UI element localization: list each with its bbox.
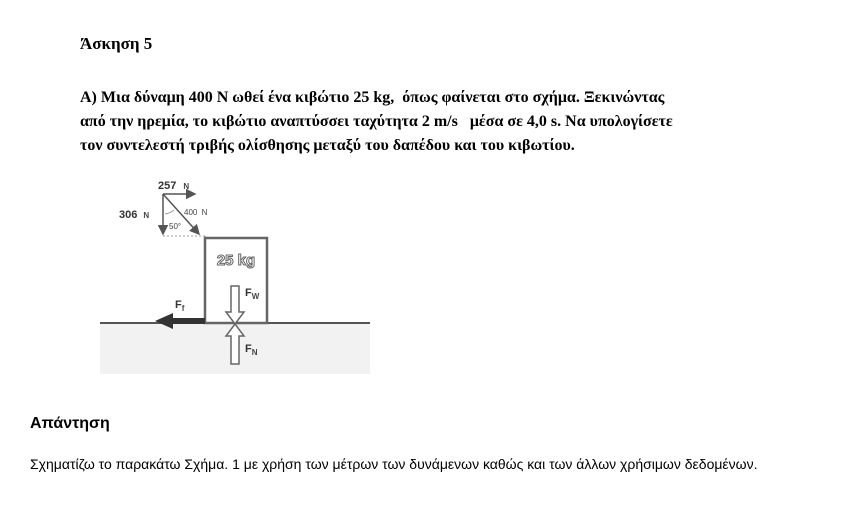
angle-arc (165, 210, 174, 214)
weight-force-label: $F_W$ (245, 287, 260, 301)
problem-line: Α) Μια δύναμη 400 Ν ωθεί ένα κιβώτιο 25 kg, όπως φαίνεται στο σχήμα. Ξεκινώντας (80, 89, 665, 106)
exercise-title: Άσκηση 5 (80, 34, 153, 53)
problem-statement (80, 86, 820, 158)
applied-force-label: 400 N (184, 208, 208, 217)
box-mass-label: 25 kg (216, 252, 256, 269)
answer-text: Σχηματίζω το παρακάτω Σχήμα. 1 με χρήση των μέτρων των δυνάμενων καθώς και των άλλων χρήσιμων δεδομένων. (30, 456, 758, 472)
friction-force-label: $F_f$ (175, 299, 185, 313)
normal-force-label: $F_N$ (245, 343, 258, 357)
horizontal-component-label: 257 N (158, 180, 190, 192)
answer-heading: Απάντηση (30, 415, 110, 432)
angle-label: 50° (169, 222, 182, 231)
vertical-component-label: 306 N (119, 209, 150, 221)
problem-line: από την ηρεμία, το κιβώτιο αναπτύσσει ταχύτητα 2 m/s μέσα σε 4,0 s. Να υπολογίσετε (80, 113, 673, 130)
problem-line: τον συντελεστή τριβής ολίσθησης μεταξύ του δαπέδου και του κιβωτίου. (80, 137, 575, 154)
force-diagram-figure (95, 172, 375, 377)
